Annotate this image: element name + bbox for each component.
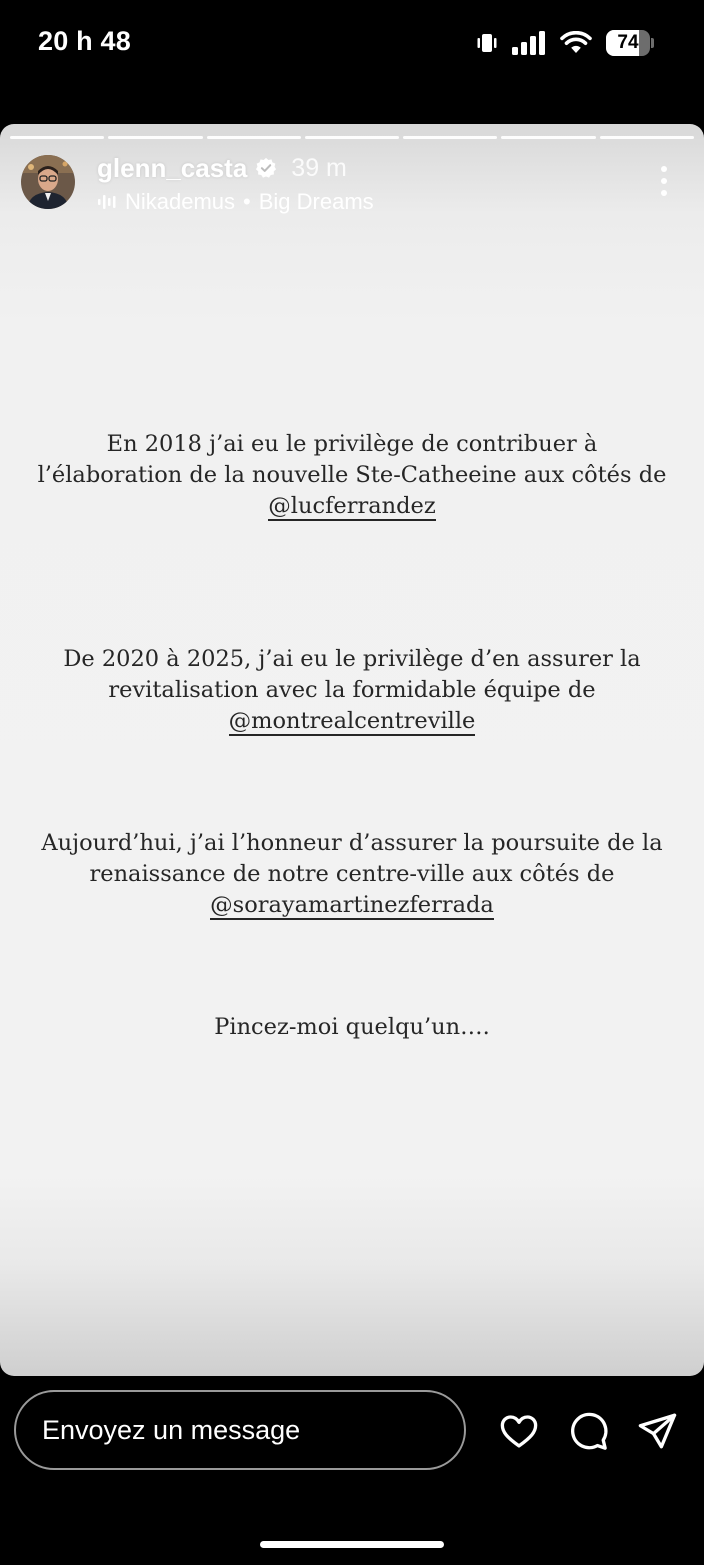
story-text-line: l’élaboration de la nouvelle Ste-Catheeine aux côtés de: [37, 462, 667, 488]
send-paper-plane-icon: [636, 1410, 678, 1452]
story-progress-segment: [403, 136, 497, 139]
wifi-icon: [560, 31, 592, 55]
music-waveform-icon: [97, 192, 117, 212]
story-header: [0, 152, 704, 222]
story-progress-segment: [305, 136, 399, 139]
more-vertical-icon[interactable]: [654, 164, 674, 198]
comment-button[interactable]: [567, 1410, 609, 1452]
story-progress-segment: [501, 136, 595, 139]
story-progress-segment: [108, 136, 202, 139]
username[interactable]: glenn_casta: [97, 152, 248, 183]
mention-link[interactable]: @montrealcentreville: [228, 708, 476, 734]
home-indicator[interactable]: [260, 1541, 444, 1548]
story-text-line: Pincez-moi quelqu’un….: [214, 1014, 490, 1040]
battery-percent: 74: [617, 32, 639, 53]
mention-link[interactable]: @lucferrandez: [268, 493, 436, 519]
story-progress-bars: [10, 136, 694, 139]
story-user-line: [97, 152, 347, 184]
story-progress-segment: [10, 136, 104, 139]
verified-badge-icon: [255, 157, 277, 179]
story-paragraph-3: [20, 828, 684, 921]
battery-icon: [606, 30, 654, 56]
story-paragraph-1: [20, 429, 684, 522]
vibrate-icon: [476, 32, 498, 54]
status-time: 20 h 48: [38, 26, 131, 56]
mention-link[interactable]: @sorayamartinezferrada: [210, 892, 494, 918]
status-icons: [476, 28, 654, 58]
story-paragraph-4: [20, 1012, 684, 1043]
story-text-line: En 2018 j’ai eu le privilège de contribuer à: [106, 431, 598, 457]
music-sticker[interactable]: [97, 188, 374, 216]
like-button[interactable]: [498, 1410, 540, 1452]
story-text-line: De 2020 à 2025, j’ai eu le privilège d’en assurer la: [63, 646, 641, 672]
story-text-line: renaissance de notre centre-ville aux côtés de: [89, 861, 615, 887]
music-separator: •: [243, 189, 251, 214]
heart-icon: [498, 1410, 540, 1452]
music-track: Big Dreams: [258, 189, 374, 214]
story-progress-segment: [600, 136, 694, 139]
avatar[interactable]: [21, 155, 75, 209]
music-artist: Nikademus: [125, 189, 236, 214]
comment-bubble-icon: [567, 1410, 609, 1452]
status-bar: [0, 0, 704, 90]
share-button[interactable]: [636, 1410, 678, 1452]
story-progress-segment: [207, 136, 301, 139]
cellular-signal-icon: [512, 31, 546, 55]
story-text-line: revitalisation avec la formidable équipe de: [108, 677, 596, 703]
story-time-ago: 39 m: [291, 153, 347, 182]
story-paragraph-2: [20, 644, 684, 737]
story-viewer[interactable]: [0, 124, 704, 1376]
story-text-line: Aujourd’hui, j’ai l’honneur d’assurer la poursuite de la: [41, 830, 663, 856]
message-input[interactable]: [14, 1390, 466, 1470]
